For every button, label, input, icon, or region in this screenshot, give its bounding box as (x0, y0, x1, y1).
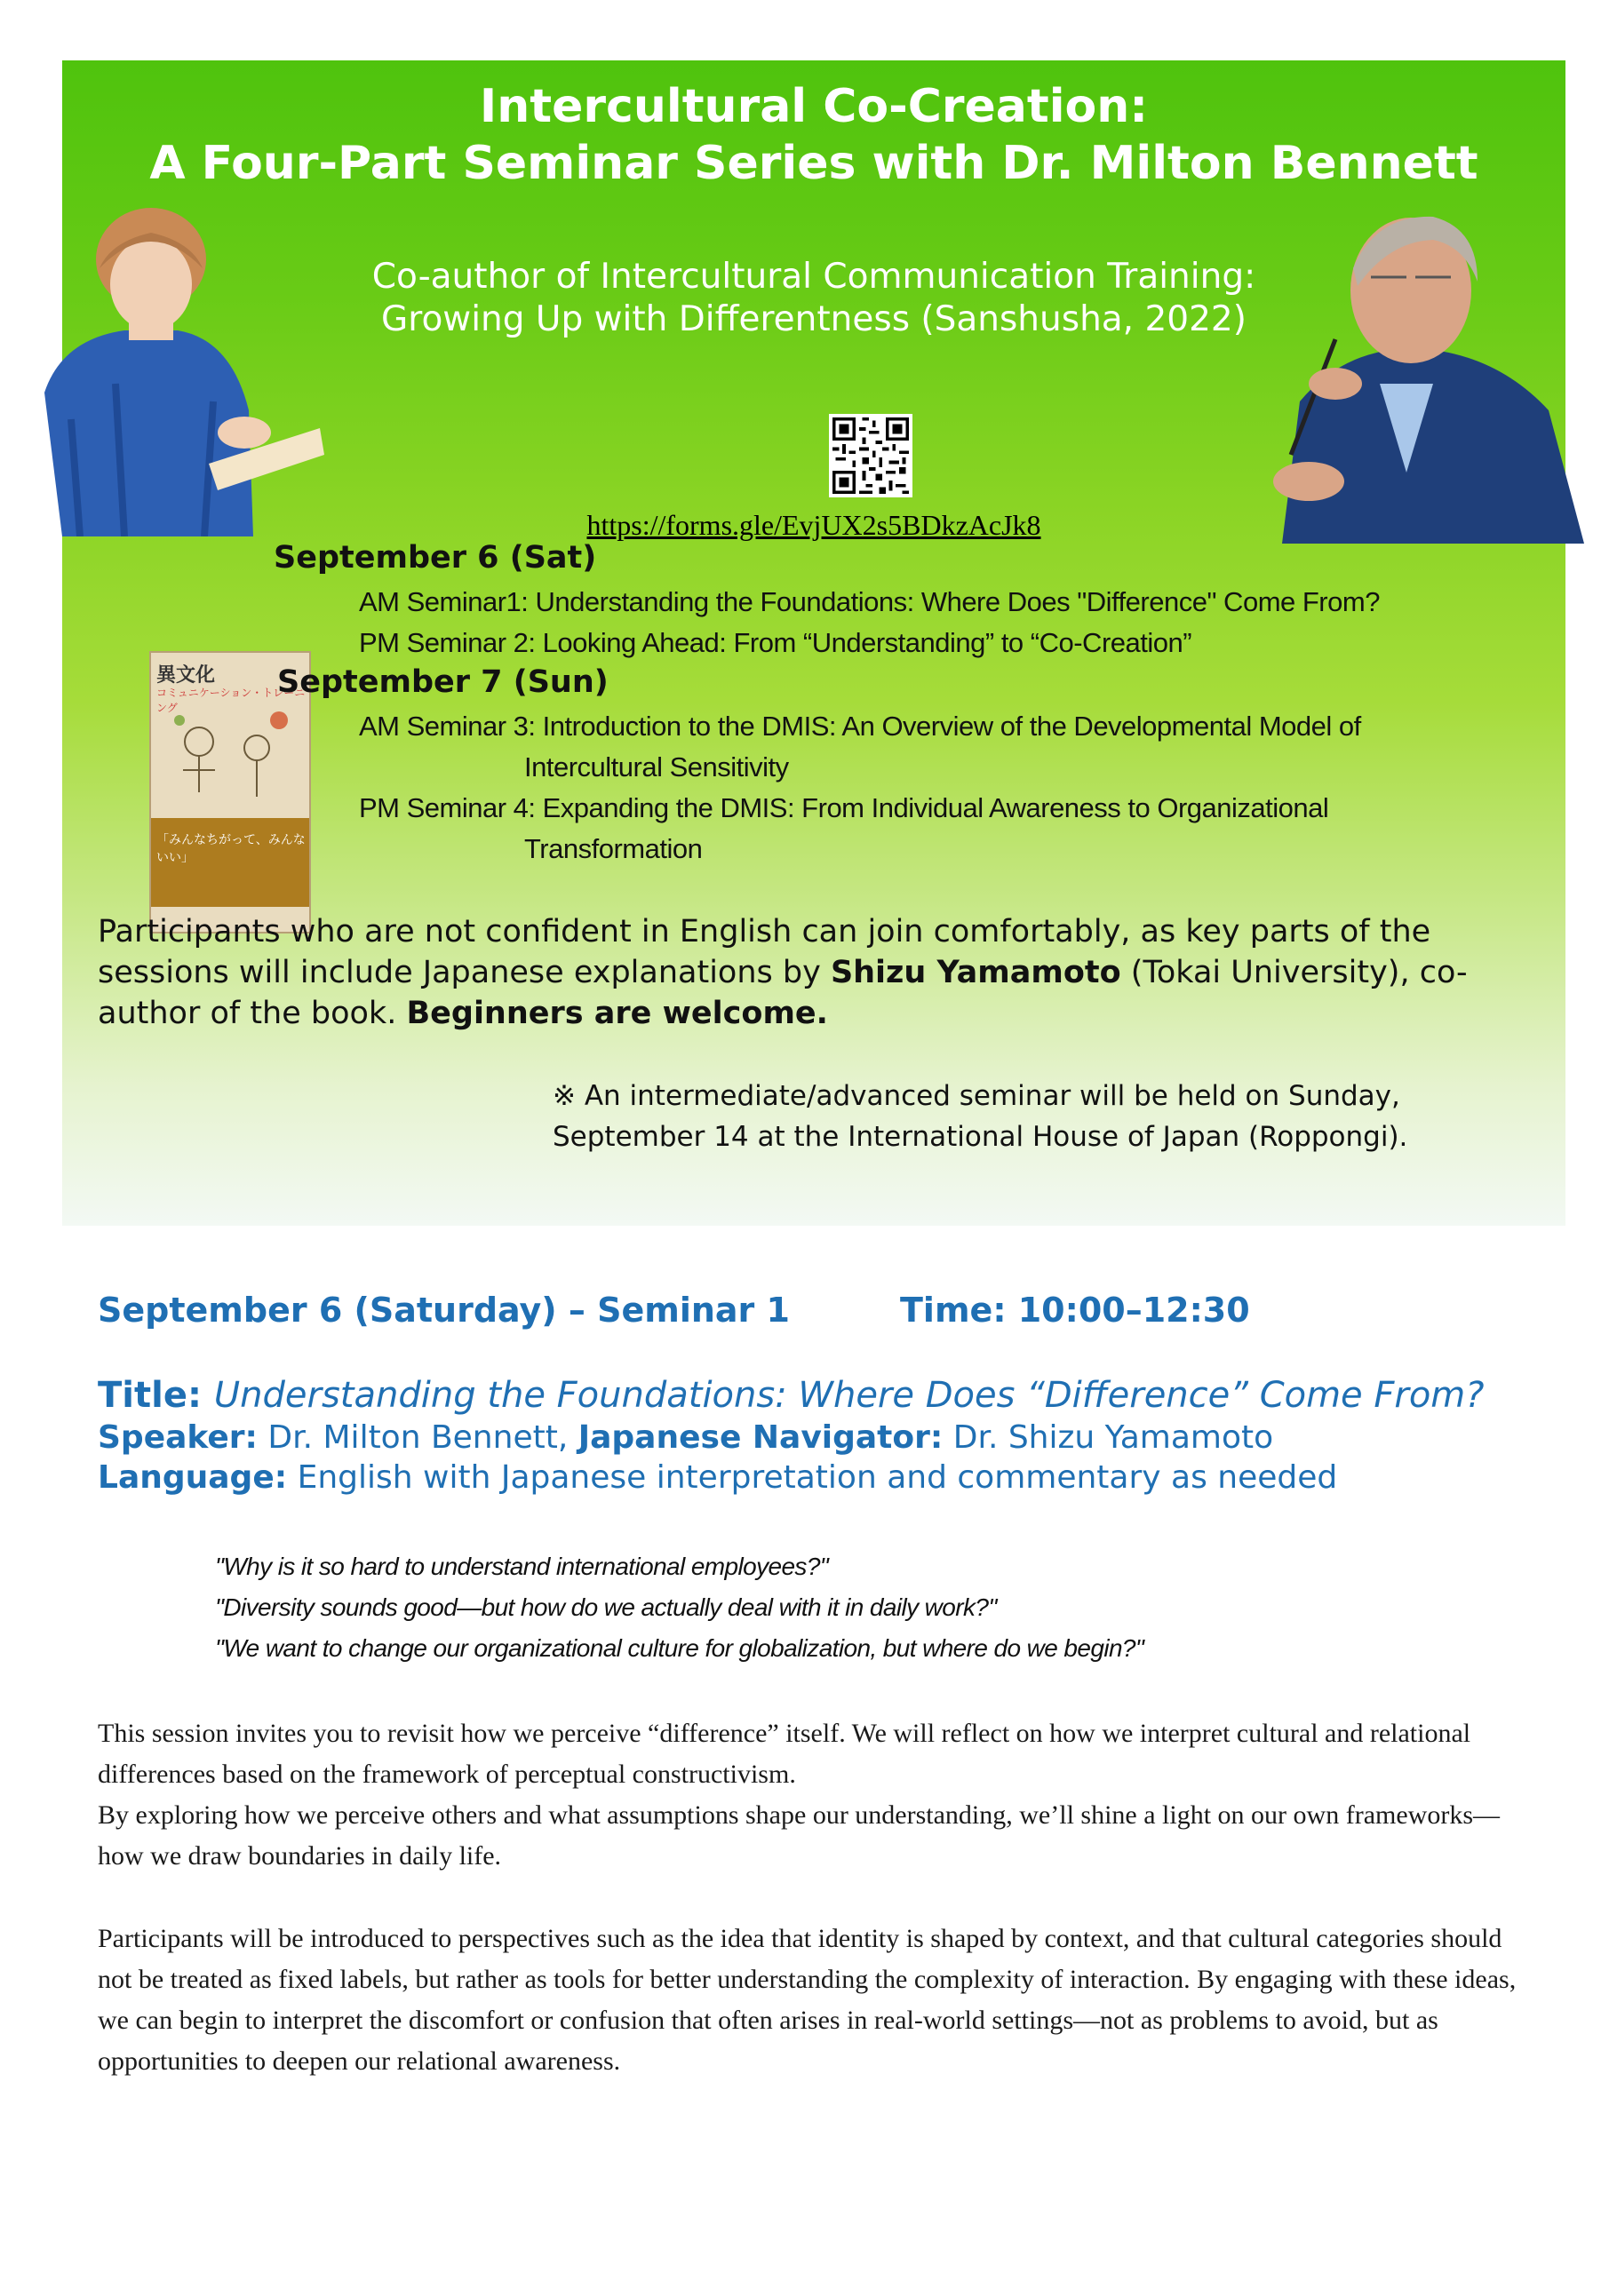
seminar1-description-2 (98, 1919, 1537, 2082)
shizu-yamamoto-photo (27, 206, 333, 536)
book-subtitle: コミュニケーション・トレーニング (156, 687, 306, 714)
seminar4-line-cont: Transformation (524, 833, 703, 864)
advanced-seminar-note-line2: September 14 at the International House of Japan (Roppongi). (553, 1121, 1408, 1153)
book-tagline: 「みんなちがって、みんないい」 (156, 833, 306, 865)
quote-3: "We want to change our organizational culture for globalization, but where do we begin?" (215, 1634, 1144, 1662)
seminar1-description (98, 1713, 1537, 1877)
participants-text-1: Participants who are not confident in English can join comfortably, as key parts of the sessions will include Japanese explanations by (98, 914, 1431, 990)
title-label: Title: (98, 1375, 214, 1416)
navigator-label: Japanese Navigator: (578, 1419, 944, 1456)
seminar1-language (98, 1459, 1337, 1496)
seminar2-line: PM Seminar 2: Looking Ahead: From “Understanding” to “Co-Creation” (359, 627, 1192, 658)
quote-2: "Diversity sounds good—but how do we actually deal with it in daily work?" (215, 1593, 997, 1621)
participants-paragraph (98, 911, 1537, 1034)
banner-subtitle-line2: Growing Up with Differentness (Sanshusha, 2022) (381, 299, 1247, 339)
milton-bennett-photo (1229, 206, 1584, 544)
description-para-2: By exploring how we perceive others and what assumptions shape our understanding, we’ll shine a light on our own frameworks—how we draw boundaries in daily life. (98, 1800, 1500, 1871)
seminar3-line: AM Seminar 3: Introduction to the DMIS: An Overview of the Developmental Model of (359, 711, 1361, 742)
banner-title-line2: A Four-Part Seminar Series with Dr. Milton Bennett (149, 137, 1478, 190)
schedule-day1: September 6 (Sat) (274, 540, 597, 576)
language-text: English with Japanese interpretation and commentary as needed (287, 1459, 1338, 1496)
advanced-seminar-note-line1: ※ An intermediate/advanced seminar will be held on Sunday, (553, 1080, 1400, 1112)
seminar1-speaker (98, 1419, 1273, 1456)
banner-title-line1: Intercultural Co-Creation: (479, 80, 1149, 133)
seminar3-line-cont: Intercultural Sensitivity (524, 751, 789, 783)
seminar1-line: AM Seminar1: Understanding the Foundations: Where Does "Difference" Come From? (359, 586, 1380, 617)
navigator-name: Shizu Yamamoto (830, 955, 1121, 990)
title-text: Understanding the Foundations: Where Does “Difference” Come From? (213, 1375, 1485, 1416)
seminar4-line: PM Seminar 4: Expanding the DMIS: From Individual Awareness to Organizational (359, 792, 1329, 823)
speaker-label: Speaker: (98, 1419, 258, 1456)
participants-text-2: (Tokai University), co-author of the book. (98, 955, 1468, 1031)
book-illustration (163, 708, 297, 813)
beginners-welcome: Beginners are welcome. (406, 996, 828, 1031)
description-para-3: Participants will be introduced to perspectives such as the idea that identity is shaped by context, and that cultural categories should not be treated as fixed labels, but rather as tools for better understanding the complexity of interaction. By engaging with these ideas, we can begin to interpret the discomfort or confusion that often arises in real-world settings—not as problems to avoid, but as opportunities to deepen our relational awareness. (98, 1924, 1517, 2076)
seminar1-time: Time: 10:00–12:30 (900, 1291, 1250, 1330)
description-para-1: This session invites you to revisit how we perceive “difference” itself. We will reflect on how we interpret cultural and relational differences based on the framework of perceptual constructivism. (98, 1719, 1471, 1789)
navigator-text: Dr. Shizu Yamamoto (943, 1419, 1274, 1456)
banner-subtitle-line1: Co-author of Intercultural Communication Training: (371, 257, 1256, 297)
qr-code[interactable] (829, 414, 912, 497)
speaker-name: Dr. Milton Bennett, (257, 1419, 578, 1456)
seminar1-title (98, 1375, 1485, 1416)
schedule-day2: September 7 (Sun) (277, 664, 609, 700)
language-label: Language: (98, 1459, 288, 1496)
book-title: 異文化 (156, 664, 216, 687)
registration-link[interactable]: https://forms.gle/EvjUX2s5BDkzAcJk8 (586, 509, 1041, 541)
quote-1: "Why is it so hard to understand international employees?" (215, 1553, 829, 1580)
seminar1-date: September 6 (Saturday) – Seminar 1 (98, 1291, 790, 1330)
